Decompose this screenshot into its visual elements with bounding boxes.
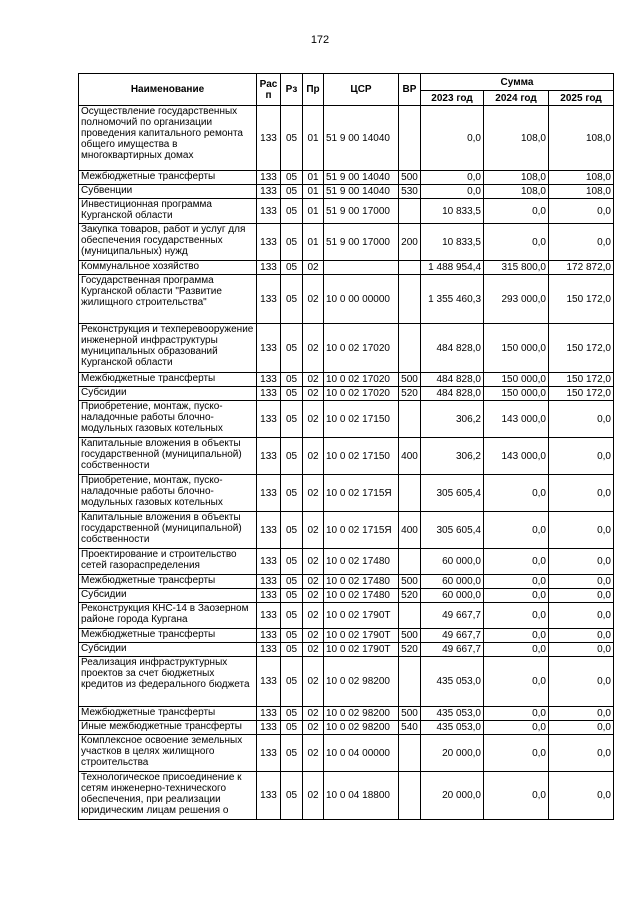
row-sum-2025: 0,0 xyxy=(549,735,614,772)
row-name: Субвенции xyxy=(79,185,257,199)
row-sum-2023: 49 667,7 xyxy=(421,629,484,643)
row-csr: 51 9 00 17000 xyxy=(324,224,399,261)
table-row xyxy=(79,185,614,199)
row-sum-2023: 0,0 xyxy=(421,185,484,199)
row-rz: 05 xyxy=(281,106,303,171)
row-pr: 01 xyxy=(303,106,324,171)
row-rz: 05 xyxy=(281,387,303,401)
row-vr xyxy=(399,603,421,629)
row-rasp: 133 xyxy=(257,629,281,643)
row-pr: 02 xyxy=(303,373,324,387)
row-sum-2025: 0,0 xyxy=(549,603,614,629)
row-csr: 51 9 00 14040 xyxy=(324,185,399,199)
row-rasp: 133 xyxy=(257,707,281,721)
row-vr: 520 xyxy=(399,387,421,401)
row-vr: 520 xyxy=(399,643,421,657)
table-row xyxy=(79,721,614,735)
row-pr: 02 xyxy=(303,401,324,438)
table-row xyxy=(79,224,614,261)
row-sum-2024: 143 000,0 xyxy=(484,438,549,475)
row-vr: 500 xyxy=(399,171,421,185)
row-pr: 02 xyxy=(303,387,324,401)
row-pr: 01 xyxy=(303,199,324,224)
row-sum-2023: 0,0 xyxy=(421,171,484,185)
row-vr: 500 xyxy=(399,707,421,721)
table-row xyxy=(79,589,614,603)
row-csr: 10 0 04 18800 xyxy=(324,772,399,820)
row-name: Закупка товаров, работ и услуг для обеспечения государственных (муниципальных) нужд xyxy=(79,224,257,261)
row-pr: 02 xyxy=(303,603,324,629)
row-sum-2025: 0,0 xyxy=(549,401,614,438)
row-sum-2024: 0,0 xyxy=(484,707,549,721)
row-csr xyxy=(324,261,399,275)
row-vr xyxy=(399,275,421,324)
row-sum-2025: 0,0 xyxy=(549,512,614,549)
row-csr: 10 0 02 17480 xyxy=(324,575,399,589)
row-vr xyxy=(399,657,421,707)
table-body xyxy=(79,106,614,820)
row-pr: 02 xyxy=(303,549,324,575)
row-sum-2025: 150 172,0 xyxy=(549,324,614,373)
row-sum-2025: 0,0 xyxy=(549,643,614,657)
row-sum-2025: 108,0 xyxy=(549,106,614,171)
row-rz: 05 xyxy=(281,603,303,629)
row-sum-2024: 150 000,0 xyxy=(484,373,549,387)
row-sum-2023: 305 605,4 xyxy=(421,475,484,512)
row-vr xyxy=(399,261,421,275)
row-csr: 10 0 02 17020 xyxy=(324,324,399,373)
row-pr: 02 xyxy=(303,512,324,549)
row-rasp: 133 xyxy=(257,387,281,401)
row-rasp: 133 xyxy=(257,224,281,261)
row-vr: 530 xyxy=(399,185,421,199)
header-name: Наименование xyxy=(79,74,257,106)
row-csr: 10 0 02 1715Я xyxy=(324,475,399,512)
row-sum-2024: 315 800,0 xyxy=(484,261,549,275)
header-vr: ВР xyxy=(399,74,421,106)
table-row xyxy=(79,657,614,707)
row-rasp: 133 xyxy=(257,199,281,224)
row-rz: 05 xyxy=(281,549,303,575)
row-sum-2024: 150 000,0 xyxy=(484,324,549,373)
row-rz: 05 xyxy=(281,199,303,224)
row-sum-2023: 435 053,0 xyxy=(421,657,484,707)
table-row xyxy=(79,387,614,401)
table-row xyxy=(79,324,614,373)
row-name: Государственная программа Курганской области "Развитие жилищного строительства" xyxy=(79,275,257,324)
row-sum-2024: 0,0 xyxy=(484,735,549,772)
row-sum-2023: 484 828,0 xyxy=(421,324,484,373)
row-sum-2024: 0,0 xyxy=(484,224,549,261)
row-name: Субсидии xyxy=(79,643,257,657)
row-rasp: 133 xyxy=(257,721,281,735)
row-vr: 540 xyxy=(399,721,421,735)
row-pr: 02 xyxy=(303,589,324,603)
row-sum-2024: 108,0 xyxy=(484,185,549,199)
row-vr xyxy=(399,475,421,512)
row-sum-2023: 306,2 xyxy=(421,401,484,438)
row-sum-2025: 0,0 xyxy=(549,438,614,475)
row-vr: 200 xyxy=(399,224,421,261)
row-rasp: 133 xyxy=(257,275,281,324)
row-rz: 05 xyxy=(281,629,303,643)
row-sum-2025: 0,0 xyxy=(549,629,614,643)
row-rz: 05 xyxy=(281,275,303,324)
row-sum-2025: 108,0 xyxy=(549,185,614,199)
row-pr: 02 xyxy=(303,438,324,475)
row-name: Реализация инфраструктурных проектов за счет бюджетных кредитов из федерального бюджета xyxy=(79,657,257,707)
row-rasp: 133 xyxy=(257,401,281,438)
row-sum-2023: 60 000,0 xyxy=(421,575,484,589)
row-name: Осуществление государственных полномочий по организации проведения капитального ремонта общего имущества в многоквартирных домах xyxy=(79,106,257,171)
row-rz: 05 xyxy=(281,171,303,185)
row-csr: 51 9 00 17000 xyxy=(324,199,399,224)
row-csr: 10 0 02 1715Я xyxy=(324,512,399,549)
row-rz: 05 xyxy=(281,401,303,438)
row-sum-2023: 435 053,0 xyxy=(421,721,484,735)
row-csr: 10 0 02 17150 xyxy=(324,401,399,438)
row-rz: 05 xyxy=(281,575,303,589)
row-rasp: 133 xyxy=(257,373,281,387)
row-pr: 02 xyxy=(303,643,324,657)
row-sum-2025: 172 872,0 xyxy=(549,261,614,275)
row-sum-2023: 49 667,7 xyxy=(421,603,484,629)
row-csr: 10 0 02 17150 xyxy=(324,438,399,475)
row-name: Реконструкция и техперевооружение инженерной инфраструктуры муниципальных образований Курганской области xyxy=(79,324,257,373)
table-row xyxy=(79,199,614,224)
row-vr xyxy=(399,199,421,224)
row-rz: 05 xyxy=(281,261,303,275)
header-2025: 2025 год xyxy=(549,91,614,106)
row-csr: 10 0 02 1790Т xyxy=(324,643,399,657)
row-csr: 10 0 02 17020 xyxy=(324,373,399,387)
row-sum-2024: 143 000,0 xyxy=(484,401,549,438)
row-pr: 01 xyxy=(303,171,324,185)
row-name: Капитальные вложения в объекты государственной (муниципальной) собственности xyxy=(79,512,257,549)
table-row xyxy=(79,106,614,171)
row-sum-2024: 293 000,0 xyxy=(484,275,549,324)
row-name: Межбюджетные трансферты xyxy=(79,171,257,185)
row-rasp: 133 xyxy=(257,657,281,707)
row-sum-2025: 0,0 xyxy=(549,589,614,603)
row-pr: 01 xyxy=(303,224,324,261)
row-name: Приобретение, монтаж, пуско-наладочные работы блочно-модульных газовых котельных xyxy=(79,401,257,438)
row-pr: 02 xyxy=(303,475,324,512)
row-sum-2024: 0,0 xyxy=(484,643,549,657)
row-vr xyxy=(399,549,421,575)
table-row xyxy=(79,171,614,185)
row-csr: 51 9 00 14040 xyxy=(324,106,399,171)
row-sum-2023: 435 053,0 xyxy=(421,707,484,721)
row-sum-2023: 20 000,0 xyxy=(421,772,484,820)
row-sum-2024: 0,0 xyxy=(484,575,549,589)
row-sum-2023: 1 488 954,4 xyxy=(421,261,484,275)
row-name: Капитальные вложения в объекты государственной (муниципальной) собственности xyxy=(79,438,257,475)
table-row xyxy=(79,373,614,387)
row-sum-2024: 0,0 xyxy=(484,772,549,820)
row-pr: 02 xyxy=(303,735,324,772)
table-row xyxy=(79,772,614,820)
row-rz: 05 xyxy=(281,438,303,475)
row-rasp: 133 xyxy=(257,549,281,575)
row-csr: 10 0 04 00000 xyxy=(324,735,399,772)
header-sum: Сумма xyxy=(421,74,614,91)
row-csr: 10 0 00 00000 xyxy=(324,275,399,324)
row-csr: 10 0 02 1790Т xyxy=(324,603,399,629)
row-name: Межбюджетные трансферты xyxy=(79,373,257,387)
row-csr: 10 0 02 17020 xyxy=(324,387,399,401)
row-vr xyxy=(399,106,421,171)
row-sum-2023: 1 355 460,3 xyxy=(421,275,484,324)
row-sum-2024: 0,0 xyxy=(484,657,549,707)
table-row xyxy=(79,603,614,629)
table-row xyxy=(79,575,614,589)
row-rasp: 133 xyxy=(257,106,281,171)
row-rz: 05 xyxy=(281,589,303,603)
row-rasp: 133 xyxy=(257,475,281,512)
row-sum-2025: 0,0 xyxy=(549,199,614,224)
row-rasp: 133 xyxy=(257,735,281,772)
row-sum-2025: 0,0 xyxy=(549,721,614,735)
row-sum-2024: 0,0 xyxy=(484,512,549,549)
row-sum-2025: 150 172,0 xyxy=(549,373,614,387)
row-rz: 05 xyxy=(281,373,303,387)
row-vr: 500 xyxy=(399,373,421,387)
header-rz: Рз xyxy=(281,74,303,106)
row-rasp: 133 xyxy=(257,438,281,475)
row-sum-2024: 0,0 xyxy=(484,603,549,629)
row-rasp: 133 xyxy=(257,575,281,589)
row-csr: 10 0 02 1790Т xyxy=(324,629,399,643)
row-sum-2025: 0,0 xyxy=(549,224,614,261)
row-sum-2024: 0,0 xyxy=(484,199,549,224)
row-rasp: 133 xyxy=(257,643,281,657)
row-name: Субсидии xyxy=(79,387,257,401)
row-rasp: 133 xyxy=(257,589,281,603)
table-row xyxy=(79,629,614,643)
row-sum-2024: 0,0 xyxy=(484,549,549,575)
row-sum-2025: 0,0 xyxy=(549,707,614,721)
row-rasp: 133 xyxy=(257,772,281,820)
row-name: Иные межбюджетные трансферты xyxy=(79,721,257,735)
row-csr: 10 0 02 98200 xyxy=(324,707,399,721)
row-name: Межбюджетные трансферты xyxy=(79,575,257,589)
row-rasp: 133 xyxy=(257,171,281,185)
row-rasp: 133 xyxy=(257,261,281,275)
row-sum-2025: 108,0 xyxy=(549,171,614,185)
row-sum-2023: 10 833,5 xyxy=(421,199,484,224)
row-sum-2024: 0,0 xyxy=(484,589,549,603)
row-rz: 05 xyxy=(281,772,303,820)
row-pr: 02 xyxy=(303,721,324,735)
row-sum-2023: 60 000,0 xyxy=(421,589,484,603)
row-name: Технологическое присоединение к сетям инженерно-технического обеспечения, при реализации юридическим лицам решения о xyxy=(79,772,257,820)
row-name: Приобретение, монтаж, пуско-наладочные работы блочно-модульных газовых котельных xyxy=(79,475,257,512)
row-sum-2025: 0,0 xyxy=(549,549,614,575)
table-row xyxy=(79,512,614,549)
table-row xyxy=(79,475,614,512)
row-vr: 520 xyxy=(399,589,421,603)
row-name: Коммунальное хозяйство xyxy=(79,261,257,275)
row-rz: 05 xyxy=(281,707,303,721)
row-name: Межбюджетные трансферты xyxy=(79,707,257,721)
budget-table xyxy=(78,73,614,820)
table-row xyxy=(79,275,614,324)
row-csr: 10 0 02 98200 xyxy=(324,721,399,735)
row-vr xyxy=(399,735,421,772)
row-sum-2023: 60 000,0 xyxy=(421,549,484,575)
row-pr: 02 xyxy=(303,324,324,373)
row-sum-2025: 0,0 xyxy=(549,575,614,589)
row-sum-2024: 0,0 xyxy=(484,721,549,735)
row-rz: 05 xyxy=(281,475,303,512)
row-rasp: 133 xyxy=(257,324,281,373)
row-vr: 500 xyxy=(399,629,421,643)
row-pr: 02 xyxy=(303,629,324,643)
row-sum-2024: 108,0 xyxy=(484,171,549,185)
row-sum-2023: 306,2 xyxy=(421,438,484,475)
table-row xyxy=(79,735,614,772)
row-sum-2023: 49 667,7 xyxy=(421,643,484,657)
row-vr: 400 xyxy=(399,512,421,549)
row-sum-2023: 20 000,0 xyxy=(421,735,484,772)
row-rasp: 133 xyxy=(257,512,281,549)
row-pr: 02 xyxy=(303,707,324,721)
row-pr: 02 xyxy=(303,575,324,589)
header-csr: ЦСР xyxy=(324,74,399,106)
row-rz: 05 xyxy=(281,643,303,657)
row-name: Комплексное освоение земельных участков в целях жилищного строительства xyxy=(79,735,257,772)
row-pr: 02 xyxy=(303,275,324,324)
row-sum-2025: 0,0 xyxy=(549,657,614,707)
row-vr xyxy=(399,401,421,438)
row-sum-2025: 150 172,0 xyxy=(549,387,614,401)
row-sum-2023: 484 828,0 xyxy=(421,373,484,387)
row-rasp: 133 xyxy=(257,603,281,629)
row-sum-2023: 0,0 xyxy=(421,106,484,171)
header-2024: 2024 год xyxy=(484,91,549,106)
row-vr xyxy=(399,772,421,820)
header-pr: Пр xyxy=(303,74,324,106)
row-csr: 51 9 00 14040 xyxy=(324,171,399,185)
table-row xyxy=(79,261,614,275)
row-csr: 10 0 02 17480 xyxy=(324,549,399,575)
table-row xyxy=(79,401,614,438)
row-name: Субсидии xyxy=(79,589,257,603)
row-pr: 02 xyxy=(303,261,324,275)
row-rasp: 133 xyxy=(257,185,281,199)
row-pr: 01 xyxy=(303,185,324,199)
row-name: Инвестиционная программа Курганской области xyxy=(79,199,257,224)
row-rz: 05 xyxy=(281,657,303,707)
row-name: Проектирование и строительство сетей газораспределения xyxy=(79,549,257,575)
row-sum-2024: 0,0 xyxy=(484,629,549,643)
row-rz: 05 xyxy=(281,512,303,549)
row-rz: 05 xyxy=(281,185,303,199)
row-rz: 05 xyxy=(281,721,303,735)
row-sum-2023: 484 828,0 xyxy=(421,387,484,401)
table-row xyxy=(79,643,614,657)
row-csr: 10 0 02 17480 xyxy=(324,589,399,603)
row-vr: 500 xyxy=(399,575,421,589)
row-sum-2025: 0,0 xyxy=(549,475,614,512)
row-name: Межбюджетные трансферты xyxy=(79,629,257,643)
row-sum-2024: 0,0 xyxy=(484,475,549,512)
row-pr: 02 xyxy=(303,772,324,820)
row-rz: 05 xyxy=(281,324,303,373)
table-row xyxy=(79,707,614,721)
table-row xyxy=(79,438,614,475)
row-vr xyxy=(399,324,421,373)
header-2023: 2023 год xyxy=(421,91,484,106)
page-number: 172 xyxy=(310,34,330,46)
header-rasp: Рас п xyxy=(257,74,281,106)
table-row xyxy=(79,549,614,575)
row-sum-2025: 150 172,0 xyxy=(549,275,614,324)
row-rz: 05 xyxy=(281,735,303,772)
row-sum-2025: 0,0 xyxy=(549,772,614,820)
row-sum-2024: 108,0 xyxy=(484,106,549,171)
row-sum-2024: 150 000,0 xyxy=(484,387,549,401)
row-pr: 02 xyxy=(303,657,324,707)
row-vr: 400 xyxy=(399,438,421,475)
row-sum-2023: 305 605,4 xyxy=(421,512,484,549)
row-rz: 05 xyxy=(281,224,303,261)
row-name: Реконструкция КНС-14 в Заозерном районе города Кургана xyxy=(79,603,257,629)
row-sum-2023: 10 833,5 xyxy=(421,224,484,261)
row-csr: 10 0 02 98200 xyxy=(324,657,399,707)
